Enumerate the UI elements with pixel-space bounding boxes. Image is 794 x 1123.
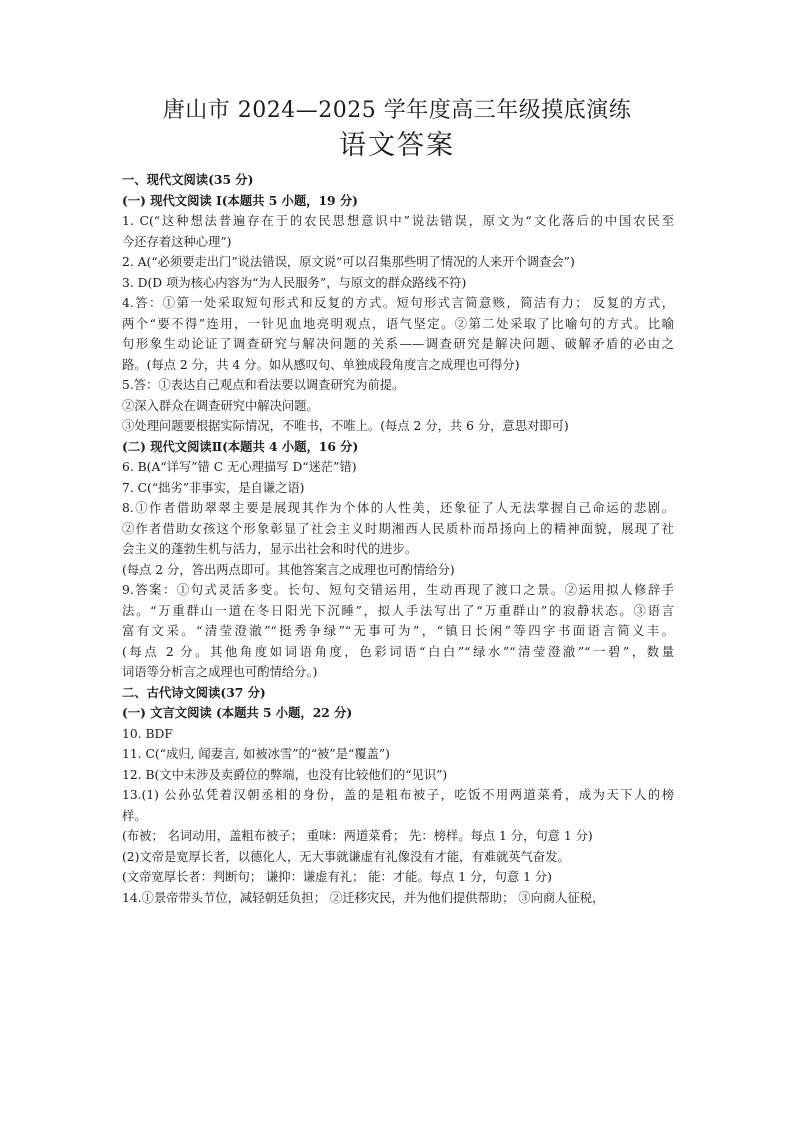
- answer-line: 词语等分析言之成理也可酌情给分。): [122, 665, 318, 679]
- section-heading: (一) 文言文阅读 (本题共 5 小题，22 分): [122, 705, 353, 720]
- answer-line: 8.①作者借助翠翠主要是展现其作为个体的人性美，还象征了人无法掌握自己命运的悲剧。: [122, 501, 674, 515]
- answer-line: ②作者借助女孩这个形象彰显了社会主义时期湘西人民质朴而昂扬向上的精神面貌，展现了社: [122, 521, 674, 536]
- section-heading: (二) 现代文阅读Ⅱ(本题共 4 小题，16 分): [122, 438, 359, 454]
- answer-line: 12. B(文中未涉及卖爵位的弊端，也没有比较他们的“见识”): [122, 767, 448, 782]
- answer-line: 路。(每点 2 分，共 4 分。如从感叹句、单独成段角度言之成理也可得分): [122, 357, 520, 372]
- answer-line: (每点 2 分。其他角度如词语角度，色彩词语“白白”“绿水”“清莹澄澈”“一碧”，数量: [122, 644, 674, 659]
- answer-line: 6. B(A“详写”错 C 无心理描写 D“迷茫”错): [122, 460, 357, 474]
- answer-line: (文帝宽厚长者：判断句； 谦抑：谦虚有礼； 能：才能。每点 1 分，句意 1 分): [122, 870, 552, 884]
- answer-line: ②深入群众在调查研究中解决问题。: [122, 398, 319, 413]
- answer-line: 法。“万重群山一道在冬日阳光下沉睡”，拟人手法写出了“万重群山”的寂静状态。③语言: [122, 603, 674, 618]
- answer-line: (布被； 名词动用，盖粗布被子； 重味：两道菜肴； 先：榜样。每点 1 分，句意 1 分): [122, 829, 593, 843]
- answer-line: 4.答：①第一处采取短句形式和反复的方式。短句形式言简意赅，简洁有力； 反复的方式，: [122, 296, 674, 310]
- answer-line: 样。: [122, 808, 147, 823]
- answer-line: ③处理问题要根据实际情况，不唯书，不唯上。(每点 2 分，共 6 分，意思对即可): [122, 419, 569, 433]
- section-heading: 二、古代诗文阅读(37 分): [122, 684, 266, 700]
- answer-line: 1. C(“这种想法普遍存在于的农民思想意识中”说法错误，原文为“文化落后的中国农民至: [122, 214, 674, 228]
- answer-line: 10. BDF: [122, 726, 173, 741]
- answer-line: 2. A(“必须要走出门”说法错误，原文说“可以召集那些明了情况的人来开个调查会”): [122, 255, 575, 269]
- answer-line: 9.答案：①句式灵活多变。长句、短句交错运用，生动再现了渡口之景。②运用拟人修辞手: [122, 583, 674, 597]
- answer-line: 两个“要不得”连用，一针见血地亮明观点，语气坚定。②第二处采取了比喻句的方式。比喻: [122, 316, 674, 331]
- answer-line: (每点 2 分，答出两点即可。其他答案言之成理也可酌情给分): [122, 562, 455, 577]
- answer-line: 5.答：①表达自己观点和看法要以调查研究为前提。: [122, 378, 405, 392]
- section-heading: (一) 现代文阅读 I(本题共 5 小题，19 分): [122, 192, 358, 208]
- answer-line: 句形象生动论证了调查研究与解决问题的关系——调查研究是解决问题、破解矛盾的必由之: [122, 337, 674, 351]
- answer-line: 7. C(“拙劣”非事实，是自谦之语): [122, 480, 305, 495]
- document-title: 唐山市 2024—2025 学年度高三年级摸底演练: [162, 98, 632, 123]
- answer-line: 3. D(D 项为核心内容为“为人民服务”，与原文的群众路线不符): [122, 275, 467, 290]
- answer-line: 会主义的蓬勃生机与活力，显示出社会和时代的进步。: [122, 542, 418, 556]
- answer-content: [122, 170, 674, 908]
- section-heading: 一、现代文阅读(35 分): [122, 172, 254, 187]
- answer-line: 今还存着这种心理”): [122, 234, 232, 249]
- answer-line: 富有文采。“清莹澄澈”“挺秀争绿”“无事可为”，“镇日长闲”等四字书面语言简义丰。: [122, 624, 674, 638]
- answer-line: (2)文帝是宽厚长者，以德化人，无大事就谦虚有礼像没有才能，有难就英气奋发。: [122, 849, 570, 864]
- answer-line: 11. C(“成归, 闻妻言, 如被冰雪”的“被”是“覆盖”): [122, 747, 390, 761]
- answer-line: 13.(1) 公孙弘凭着汉朝丞相的身份，盖的是粗布被子，吃饭不用两道菜肴，成为天下人的榜: [122, 788, 674, 802]
- answer-line: 14.①景帝带头节位，减轻朝廷负担； ②迁移灾民，并为他们提供帮助； ③向商人征税，: [122, 890, 605, 905]
- document-subtitle: 语文答案: [339, 130, 455, 161]
